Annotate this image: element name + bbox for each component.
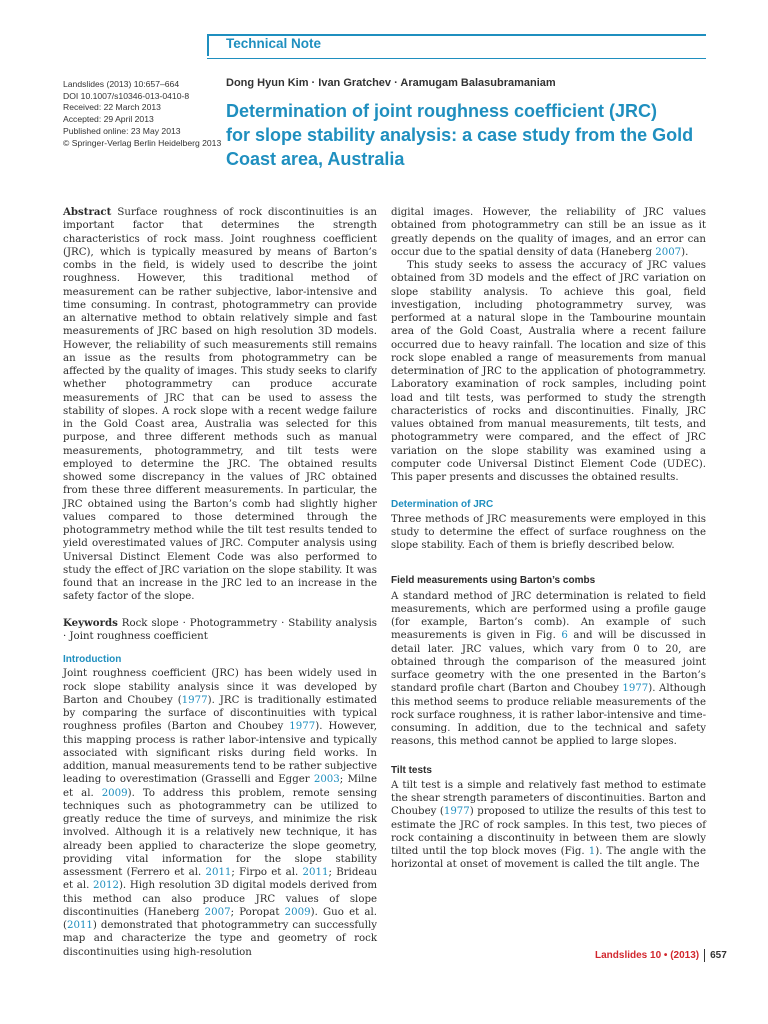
- tilt-tests-heading: Tilt tests: [391, 764, 432, 776]
- left-column: [63, 206, 377, 959]
- reference-link[interactable]: 2012: [93, 880, 119, 892]
- meta-accepted: Accepted: 29 April 2013: [63, 114, 154, 125]
- page-number: 657: [710, 950, 727, 962]
- introduction-paragraph: Joint roughness coefficient (JRC) has been widely used in rock slope stability analysis since it was developed by Barton and Choubey (1977). JRC is traditionally estimated by comparing the surface of discontinuities with typical roughness profiles (Barton and Choubey 1977). However, this mapping process is rather labor-intensive and typically associated with significant risks during field works. In addition, manual measurements tend to be rather subjective leading to overestimation (Grasselli and Egger 2003; Milne et al. 2009). To address this problem, remote sensing techniques such as photogrammetry can be utilized to greatly reduce the time of surveys, and minimize the risk involved. Although it is a relatively new technique, it has already been applied to characterize the slope geometry, providing vital information for the slope stability assessment (Ferrero et al. 2011; Firpo et al. 2011; Brideau et al. 2012). High resolution 3D digital models derived from this method can also produce JRC values of slope discontinuities (Haneberg 2007; Poropat 2009). Guo et al. (2011) demonstrated that photogrammetry can successfully map and characterize the type and geometry of rock discontinuities using high-resolution: [63, 668, 377, 958]
- meta-copyright: © Springer-Verlag Berlin Heidelberg 2013: [63, 137, 222, 148]
- page-footer: [595, 949, 727, 962]
- introduction-paragraph-continued: digital images. However, the reliability of JRC values obtained from photogrammetry can still be an issue as it greatly depends on the quality of images, and an error can occur due to the spatial density of data (Haneberg 2007).: [391, 207, 706, 258]
- header-tick: [207, 34, 209, 56]
- introduction-paragraph-aim: This study seeks to assess the accuracy of JRC values obtained from 3D models and the effect of JRC variation on slope stability analysis. To achieve this goal, field investigation, including photogrammetry survey, was performed at a natural slope in the Tambourine mountain area of the Gold Coast, Australia where a recent failure occurred due to heavy rainfall. The location and size of this rock slope enabled a range of measurements from manual determination of JRC to the application of photogrammetry. Laboratory examination of rock samples, including point load and tilt tests, was performed to study the strength characteristics of rocks and discontinuities. Finally, JRC values obtained from manual measurements, tilt tests, and photogrammetry were compared, and the effect of JRC variation on the slope stability was examined using a computer code Universal Distinct Element Code (UDEC). This paper presents and discusses the obtained results.: [391, 260, 706, 483]
- right-column: [391, 206, 706, 872]
- reference-link[interactable]: 1977: [622, 683, 649, 695]
- meta-doi: DOI 10.1007/s10346-013-0410-8: [63, 90, 190, 101]
- keywords: [63, 617, 377, 644]
- reference-link[interactable]: 1977: [289, 721, 316, 733]
- title-line: Determination of joint roughness coefficient (JRC): [226, 101, 658, 121]
- determination-heading: Determination of JRC: [391, 499, 494, 511]
- keywords-text: Rock slope · Photogrammetry · Stability analysis · Joint roughness coefficient: [63, 617, 377, 642]
- introduction-heading: Introduction: [63, 654, 122, 665]
- figure-link[interactable]: 1: [588, 846, 596, 857]
- article-meta: [63, 79, 223, 149]
- reference-link[interactable]: 2011: [66, 920, 93, 931]
- journal-name: Landslides 10 • (2013): [595, 950, 700, 962]
- reference-link[interactable]: 2009: [284, 906, 311, 918]
- reference-link[interactable]: 2003: [313, 774, 340, 786]
- reference-link[interactable]: 2011: [302, 867, 329, 878]
- meta-citation: Landslides (2013) 10:657–664: [63, 79, 180, 89]
- reference-link[interactable]: 1977: [443, 806, 470, 818]
- field-measurements-paragraph: A standard method of JRC determination is related to field measurements, which are performed using a profile gauge (for example, Barton’s comb). An example of such measurements is given in Fig. 6 and will be discussed in detail later. JRC values, which vary from 0 to 20, are obtained through the comparison of the measured joint surface geometry with the one presented in the Barton’s standard profile chart (Barton and Choubey 1977). Although this method seems to produce reliable measurements of the rock surface roughness, it is rather labor-intensive and time-consuming. In addition, due to the technical and safety reasons, this method cannot be applied to large slopes.: [391, 590, 707, 748]
- meta-received: Received: 22 March 2013: [63, 102, 161, 113]
- abstract: [63, 206, 377, 604]
- paper-title: [226, 99, 696, 171]
- title-line: Coast area, Australia: [226, 149, 405, 169]
- reference-link[interactable]: 2007: [655, 246, 682, 258]
- determination-paragraph: Three methods of JRC measurements were employed in this study to determine the effect of surface roughness on the slope stability. Each of them is briefly described below.: [391, 513, 706, 551]
- section-label: Technical Note: [226, 36, 322, 51]
- figure-link[interactable]: 6: [561, 630, 568, 642]
- meta-published: Published online: 23 May 2013: [63, 125, 181, 136]
- title-line: for slope stability analysis: a case study from the Gold: [226, 125, 694, 145]
- field-measurements-heading: Field measurements using Barton’s combs: [391, 575, 596, 587]
- footer-separator: [704, 949, 705, 962]
- author-list: Dong Hyun Kim · Ivan Gratchev · Aramugam Balasubramaniam: [226, 77, 556, 89]
- reference-link[interactable]: 1977: [181, 694, 208, 706]
- keywords-label: Keywords: [63, 616, 118, 629]
- abstract-text: Surface roughness of rock discontinuities is an important factor that determines the strength characteristics of rock mass. Joint roughness coefficient (JRC), which is typically measured by means of Barton’s combs in the field, is widely used to describe the joint roughness. However, this traditional method of measurement can be rather subjective, labor-intensive and time consuming. In contrast, photogrammetry can provide an alternative method to obtain relatively simple and fast measurements of JRC based on high resolution 3D models. However, the reliability of such measurements still remains an issue as the results from photogrammetry can be affected by the quality of images. This study seeks to clarify whether photogrammetry can produce accurate measurements of JRC that can be used to assess the stability of slopes. A rock slope with a recent wedge failure in the Gold Coast area, Australia was selected for this purpose, and three different methods such as manual measurements, photogrammetry, and tilt tests were employed to determine the JRC. The obtained results showed some discrepancy in the values of JRC obtained from these three different measurements. In particular, the JRC obtained using the Barton’s comb had slightly higher values compared to those determined through the photogrammetry method while the tilt test results tended to yield overestimated values of JRC. Computer analysis using Universal Distinct Element Code was also performed to study the effect of JRC variation on the slope stability. It was found that an increase in the JRC led to an increase in the safety factor of the slope.: [63, 207, 377, 603]
- reference-link[interactable]: 2011: [205, 867, 232, 878]
- tilt-tests-paragraph: A tilt test is a simple and relatively fast method to estimate the shear strength parameters of discontinuities. Barton and Choubey (1977) proposed to utilize the results of this test to estimate the JRC of rock samples. In this test, two pieces of rock containing a discontinuity in between them are slowly tilted until the top block moves (Fig. 1). The angle with the horizontal at onset of movement is called the tilt angle. The: [391, 779, 706, 871]
- reference-link[interactable]: 2009: [101, 787, 128, 799]
- abstract-label: Abstract: [63, 206, 112, 218]
- reference-link[interactable]: 2007: [204, 906, 231, 918]
